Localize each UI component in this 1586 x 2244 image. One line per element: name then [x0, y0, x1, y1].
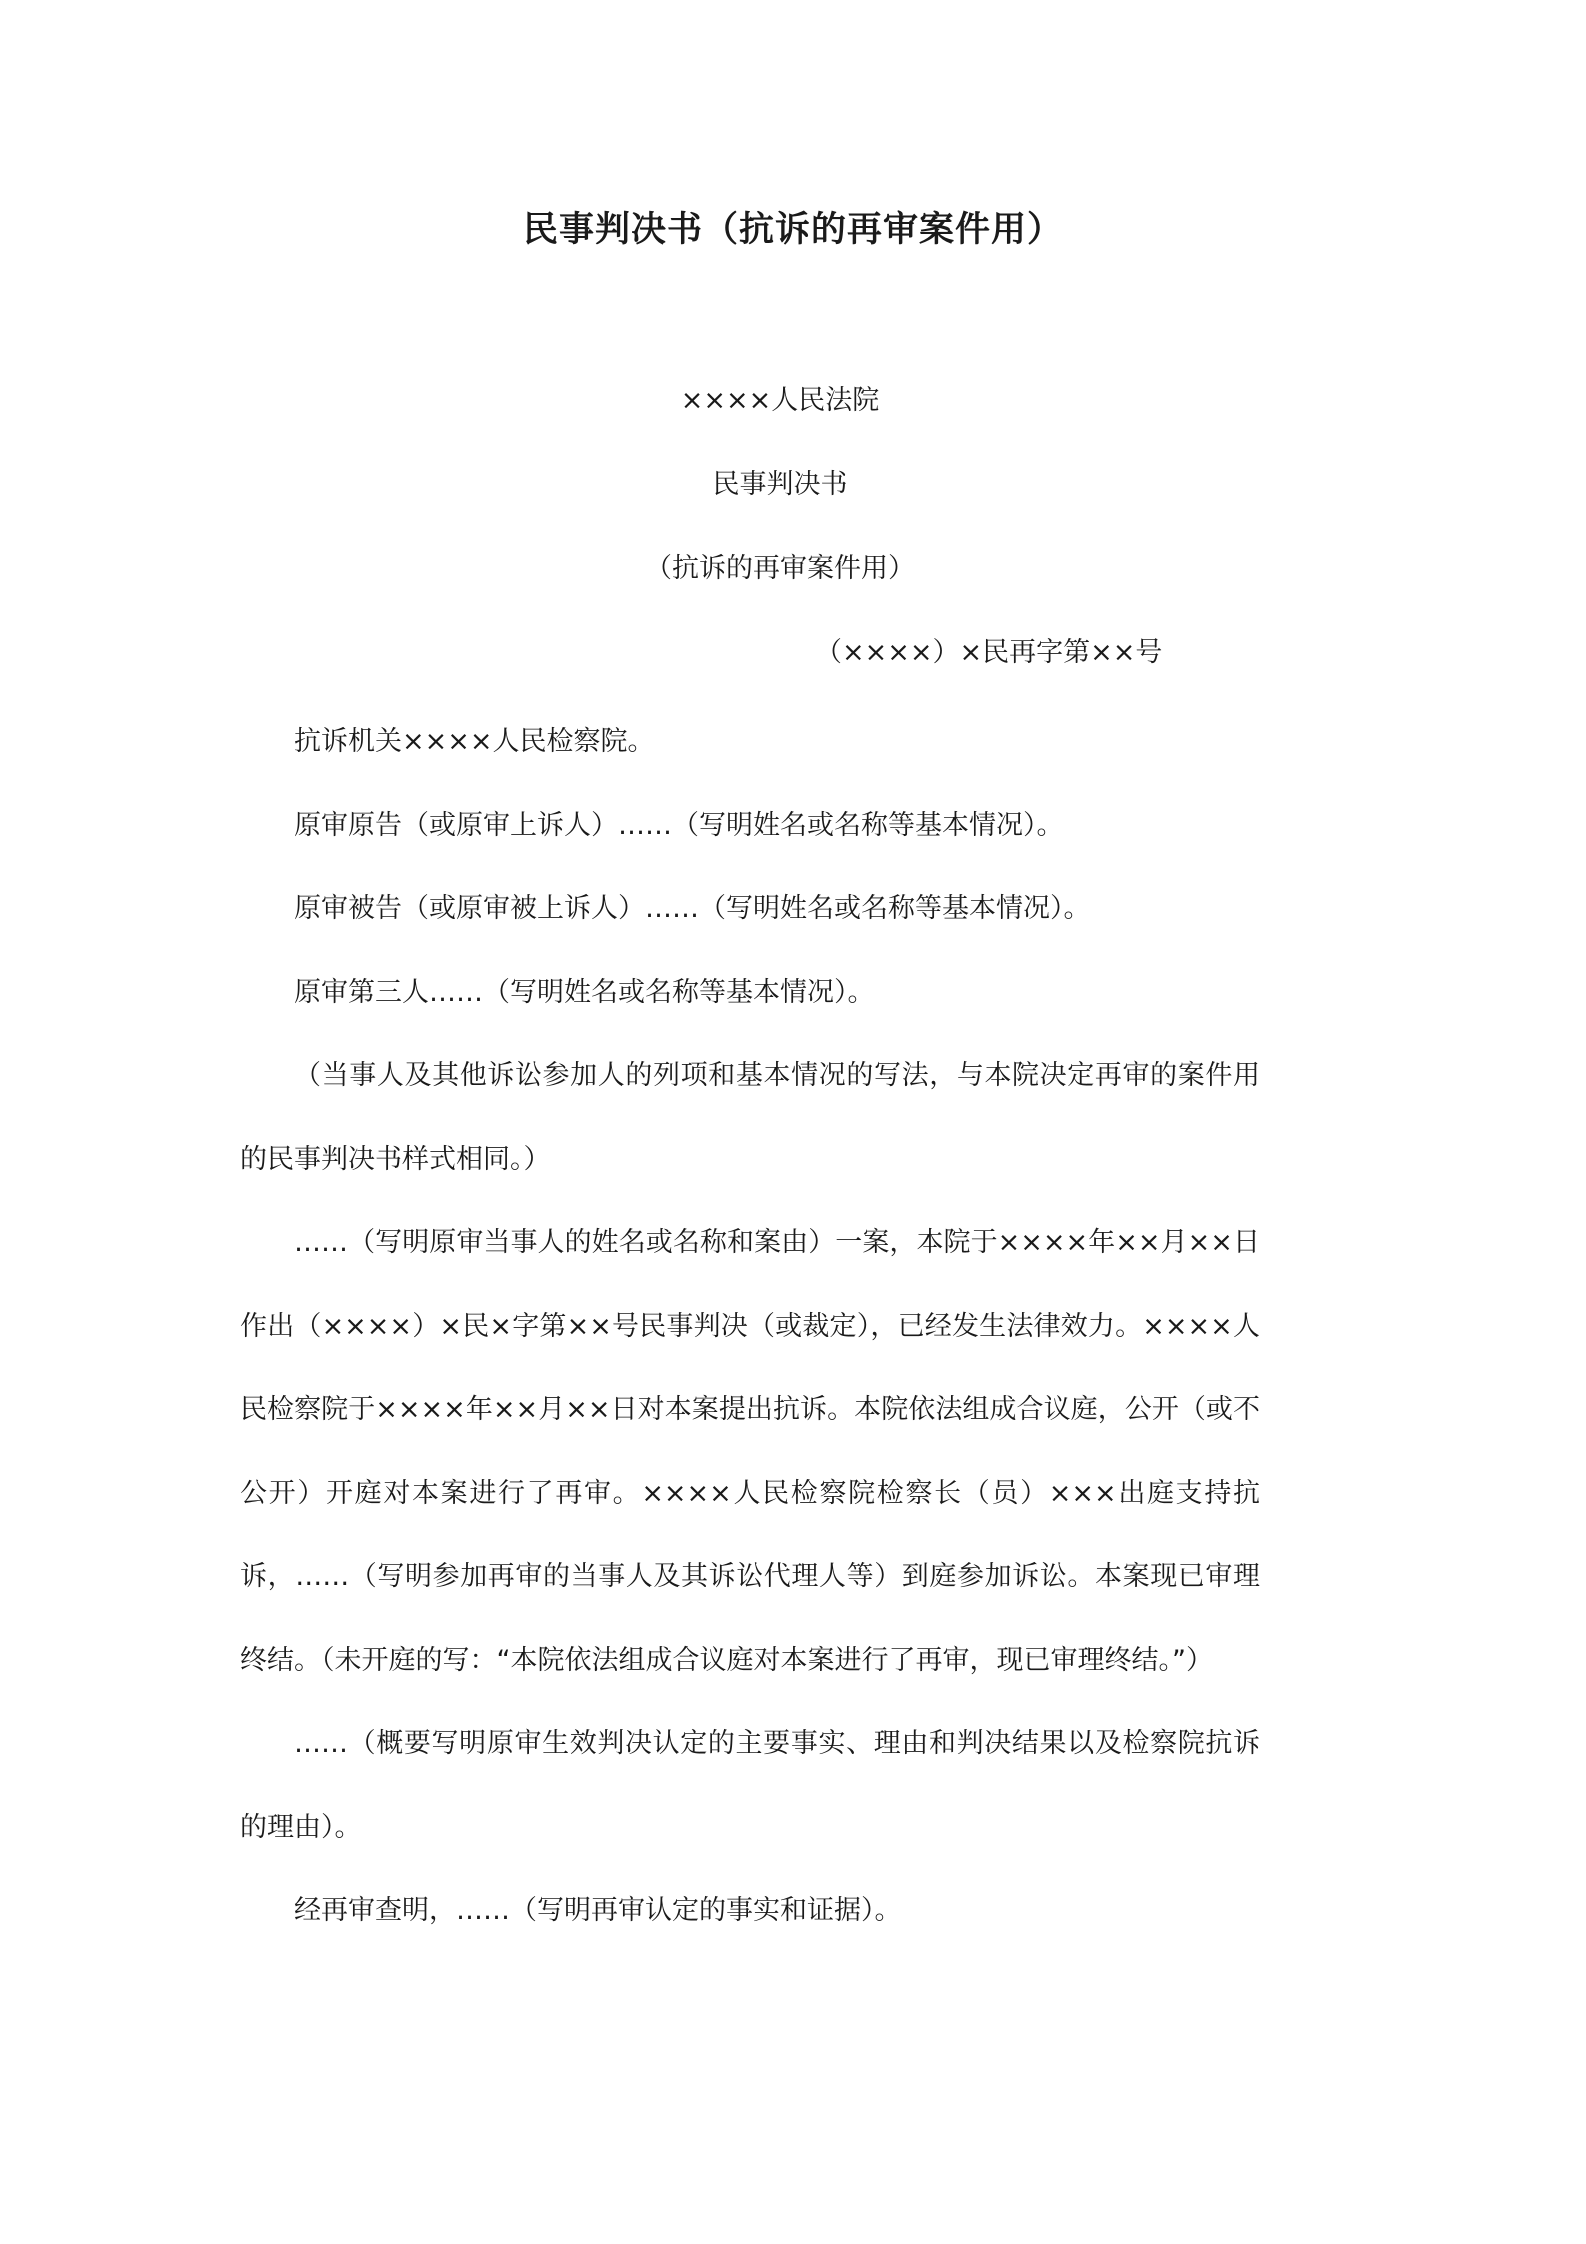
paragraph-original-judgment-summary: ……（概要写明原审生效判决认定的主要事实、理由和判决结果以及检察院抗诉的理由）。 — [240, 1728, 1260, 1843]
paragraph-original-plaintiff: 原审原告（或原审上诉人）……（写明姓名或名称等基本情况）。 — [294, 809, 1064, 841]
paragraph-protest-authority: 抗诉机关××××人民检察院。 — [294, 726, 655, 757]
paragraph-third-party: 原审第三人……（写明姓名或名称等基本情况）。 — [294, 976, 875, 1008]
case-use-note: （抗诉的再审案件用） — [645, 553, 915, 584]
document-title: 民事判决书（抗诉的再审案件用） — [522, 210, 1063, 250]
judgment-type: 民事判决书 — [712, 469, 848, 500]
case-number: （××××）×民再字第××号 — [815, 637, 1163, 668]
paragraph-parties-note: （当事人及其他诉讼参加人的列项和基本情况的写法，与本院决定再审的案件用的民事判决书样式相同。） — [240, 1060, 1260, 1175]
document-body — [240, 700, 1260, 1953]
paragraph-original-defendant: 原审被告（或原审被上诉人）……（写明姓名或名称等基本情况）。 — [294, 893, 1091, 924]
paragraph-case-history: ……（写明原审当事人的姓名或名称和案由）一案，本院于××××年××月××日作出（××××）×民×字第××号民事判决（或裁定），已经发生法律效力。××××人民检察院于××××年××月××日对本案提出抗诉。本院依法组成合议庭，公开（或不公开）开庭对本案进行了再审。××××人民检察院检察长（员）×××出庭支持抗诉，……（写明参加再审的当事人及其诉讼代理人等）到庭参加诉讼。本案现已审理终结。（未开庭的写：“本院依法组成合议庭对本案进行了再审，现已审理终结。”） — [240, 1227, 1260, 1676]
court-name: ××××人民法院 — [680, 385, 880, 416]
paragraph-retrial-findings: 经再审查明，……（写明再审认定的事实和证据）。 — [294, 1895, 902, 1926]
